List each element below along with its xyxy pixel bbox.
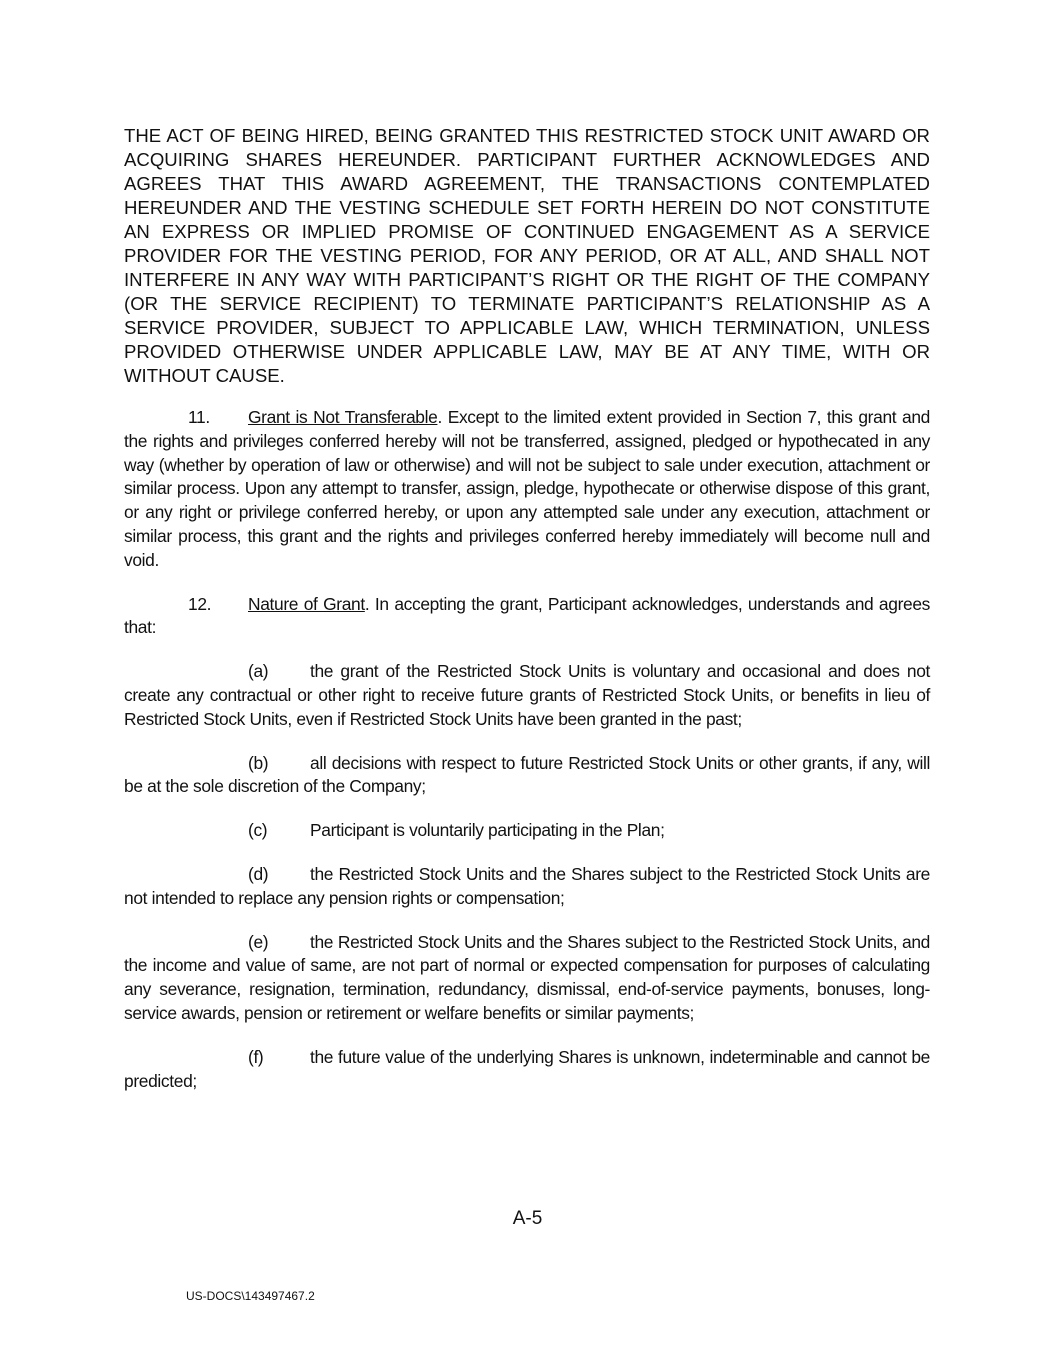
list-item <box>124 863 930 911</box>
section-12 <box>124 593 930 641</box>
item-text: the future value of the underlying Shares is unknown, indeterminable and cannot be predicted; <box>124 1046 930 1091</box>
section-11-number: 11. <box>188 407 210 427</box>
item-text: all decisions with respect to future Restricted Stock Units or other grants, if any, will be at the sole discretion of the Company; <box>124 752 930 797</box>
item-label: (b) <box>248 752 269 773</box>
section-11-body: . Except to the limited extent provided in Section 7, this grant and the rights and privileges conferred hereby will not be transferred, assigned, pledged or hypothecated in any way (whether by operation of law or otherwise) and will not be subject to sale under execution, attachment or similar process. Upon any attempt to transfer, assign, pledge, hypothecate or otherwise dispose of this grant, or any right or privilege conferred hereby, or upon any attempted sale under any execution, attachment or similar process, this grant and the rights and privileges conferred hereby immediately will become null and void. <box>124 407 930 570</box>
section-11-heading: Grant is Not Transferable <box>248 407 438 427</box>
item-text: the grant of the Restricted Stock Units is voluntary and occasional and does not create any contractual or other right to receive future grants of Restricted Stock Units, or benefits in lieu of Restricted Stock Units, even if Restricted Stock Units have been granted in the past; <box>124 661 930 729</box>
item-label: (d) <box>248 863 269 884</box>
item-label: (f) <box>248 1046 264 1067</box>
list-item <box>124 931 930 1026</box>
list-item <box>124 660 930 731</box>
document-body <box>124 124 930 1113</box>
item-label: (a) <box>248 661 269 682</box>
item-label: (e) <box>248 931 269 952</box>
page-number: A-5 <box>512 1208 543 1229</box>
list-item <box>124 819 930 843</box>
item-text: the Restricted Stock Units and the Shares subject to the Restricted Stock Units are not intended to replace any pension rights or compensation; <box>124 863 930 908</box>
section-12-body: . In accepting the grant, Participant acknowledges, understands and agrees that: <box>124 593 931 638</box>
item-label: (c) <box>248 820 268 841</box>
item-text: the Restricted Stock Units and the Shares subject to the Restricted Stock Units, and the income and value of same, are not part of normal or expected compensation for purposes of calculating any severance, resignation, termination, redundancy, dismissal, end-of-service payments, bonuses, long-service awards, pension or retirement or welfare benefits or similar payments; <box>124 931 930 1023</box>
document-id: US-DOCS\143497467.2 <box>186 1289 315 1303</box>
list-item <box>124 1046 930 1094</box>
item-text: Participant is voluntarily participating in the Plan; <box>310 820 665 841</box>
list-item <box>124 752 930 800</box>
caps-paragraph: THE ACT OF BEING HIRED, BEING GRANTED THIS RESTRICTED STOCK UNIT AWARD OR ACQUIRING SHARES HEREUNDER. PARTICIPANT FURTHER ACKNOWLEDGES AND AGREES THAT THIS AWARD AGREEMENT, THE TRANSACTIONS CONTEMPLATED HEREUNDER AND THE VESTING SCHEDULE SET FORTH HEREIN DO NOT CONSTITUTE AN EXPRESS OR IMPLIED PROMISE OF CONTINUED ENGAGEMENT AS A SERVICE PROVIDER FOR THE VESTING PERIOD, FOR ANY PERIOD, OR AT ALL, AND SHALL NOT INTERFERE IN ANY WAY WITH PARTICIPANT’S RIGHT OR THE RIGHT OF THE COMPANY (OR THE SERVICE RECIPIENT) TO TERMINATE PARTICIPANT’S RELATIONSHIP AS A SERVICE PROVIDER, SUBJECT TO APPLICABLE LAW, WHICH TERMINATION, UNLESS PROVIDED OTHERWISE UNDER APPLICABLE LAW, MAY BE AT ANY TIME, WITH OR WITHOUT CAUSE. <box>124 125 930 386</box>
section-12-heading: Nature of Grant <box>248 593 365 614</box>
section-11 <box>124 406 930 573</box>
section-12-number: 12. <box>188 593 212 614</box>
